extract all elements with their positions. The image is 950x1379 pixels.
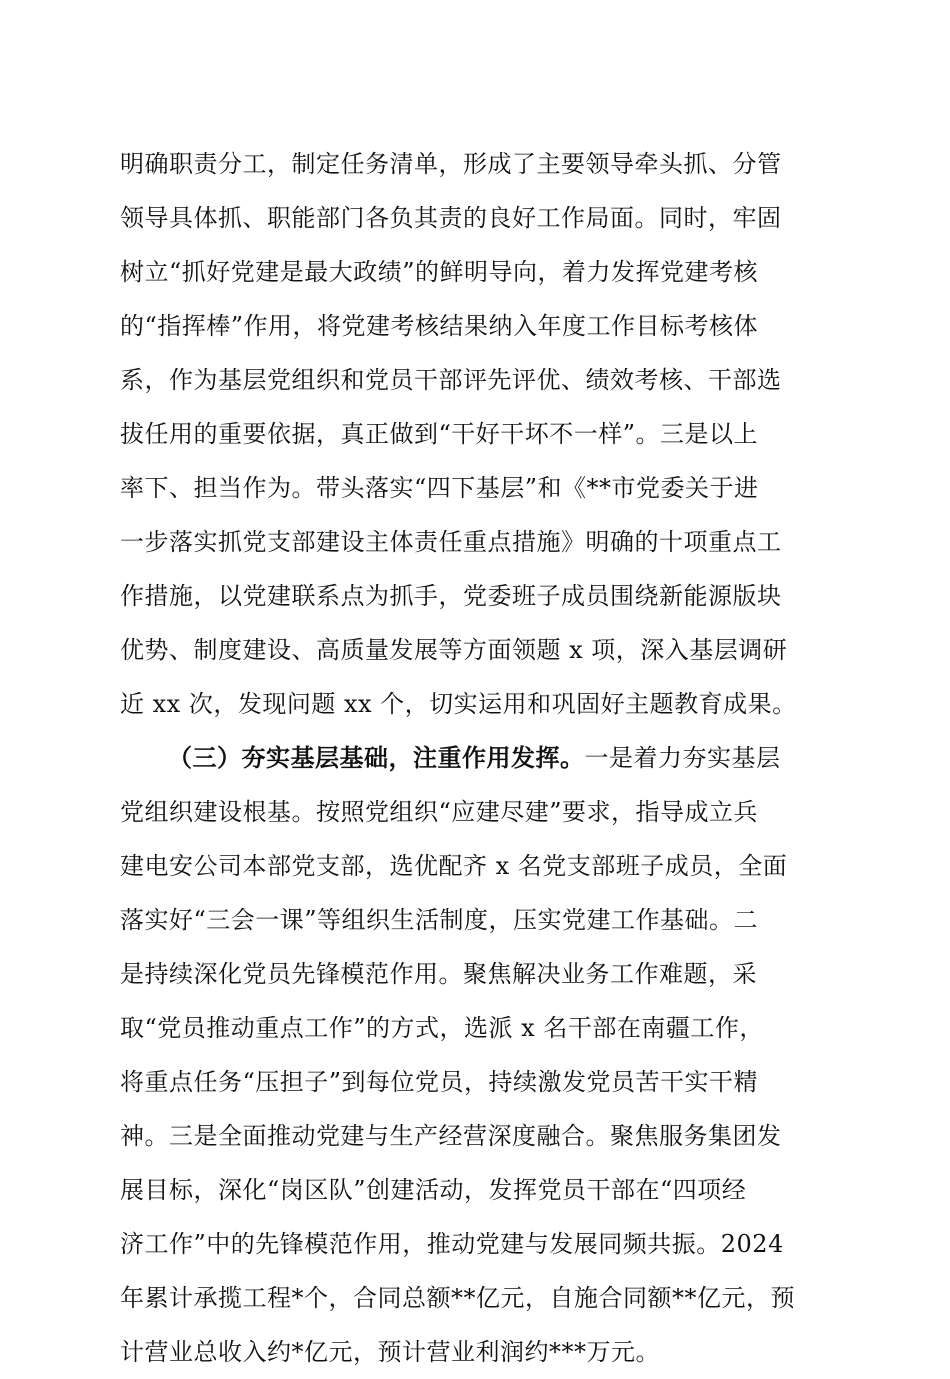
- paragraph-line: 作措施，以党建联系点为抓手，党委班子成员围绕新能源版块: [120, 582, 782, 610]
- paragraph-line: 是持续深化党员先锋模范作用。聚焦解决业务工作难题，采: [120, 960, 757, 988]
- paragraph-line: 计营业总收入约*亿元，预计营业利润约***万元。: [120, 1338, 660, 1366]
- paragraph-line: 建电安公司本部党支部，选优配齐 x 名党支部班子成员，全面: [120, 852, 788, 880]
- section-heading: （三）夯实基层基础，注重作用发挥。: [168, 743, 585, 772]
- paragraph-line: 的“指挥棒”作用，将党建考核结果纳入年度工作目标考核体: [120, 312, 759, 340]
- paragraph-line: 系，作为基层党组织和党员干部评先评优、绩效考核、干部选: [120, 366, 782, 394]
- paragraph-line: 落实好“三会一课”等组织生活制度，压实党建工作基础。二: [120, 906, 759, 934]
- paragraph-line: 济工作”中的先锋模范作用，推动党建与发展同频共振。2024: [120, 1230, 784, 1258]
- section-first-line: [120, 731, 832, 785]
- paragraph-line: 领导具体抓、职能部门各负其责的良好工作局面。同时，牢固: [120, 204, 782, 232]
- paragraph-line: 近 xx 次，发现问题 xx 个，切实运用和巩固好主题教育成果。: [120, 690, 797, 718]
- paragraph-line: 一步落实抓党支部建设主体责任重点措施》明确的十项重点工: [120, 528, 782, 556]
- paragraph-line: 年累计承揽工程*个，合同总额**亿元，自施合同额**亿元，预: [120, 1284, 795, 1312]
- paragraph-line: 神。三是全面推动党建与生产经营深度融合。聚焦服务集团发: [120, 1122, 782, 1150]
- paragraph-line: 拔任用的重要依据，真正做到“干好干坏不一样”。三是以上: [120, 420, 759, 448]
- section-first-line-text: 一是着力夯实基层: [584, 744, 781, 772]
- paragraph-line: 将重点任务“压担子”到每位党员，持续激发党员苦干实干精: [120, 1068, 759, 1096]
- paragraph-line: 取“党员推动重点工作”的方式，选派 x 名干部在南疆工作，: [120, 1014, 764, 1042]
- paragraph-line: 优势、制度建设、高质量发展等方面领题 x 项，深入基层调研: [120, 636, 788, 664]
- paragraph-line: 明确职责分工，制定任务清单，形成了主要领导牵头抓、分管: [120, 150, 782, 178]
- paragraph-line: 率下、担当作为。带头落实“四下基层”和《**市党委关于进: [120, 474, 759, 502]
- paragraph-line: 树立“抓好党建是最大政绩”的鲜明导向，着力发挥党建考核: [120, 258, 759, 286]
- paragraph-line: 党组织建设根基。按照党组织“应建尽建”要求，指导成立兵: [120, 798, 759, 826]
- paragraph-line: 展目标，深化“岗区队”创建活动，发挥党员干部在“四项经: [120, 1176, 747, 1204]
- document-body: [120, 137, 832, 1379]
